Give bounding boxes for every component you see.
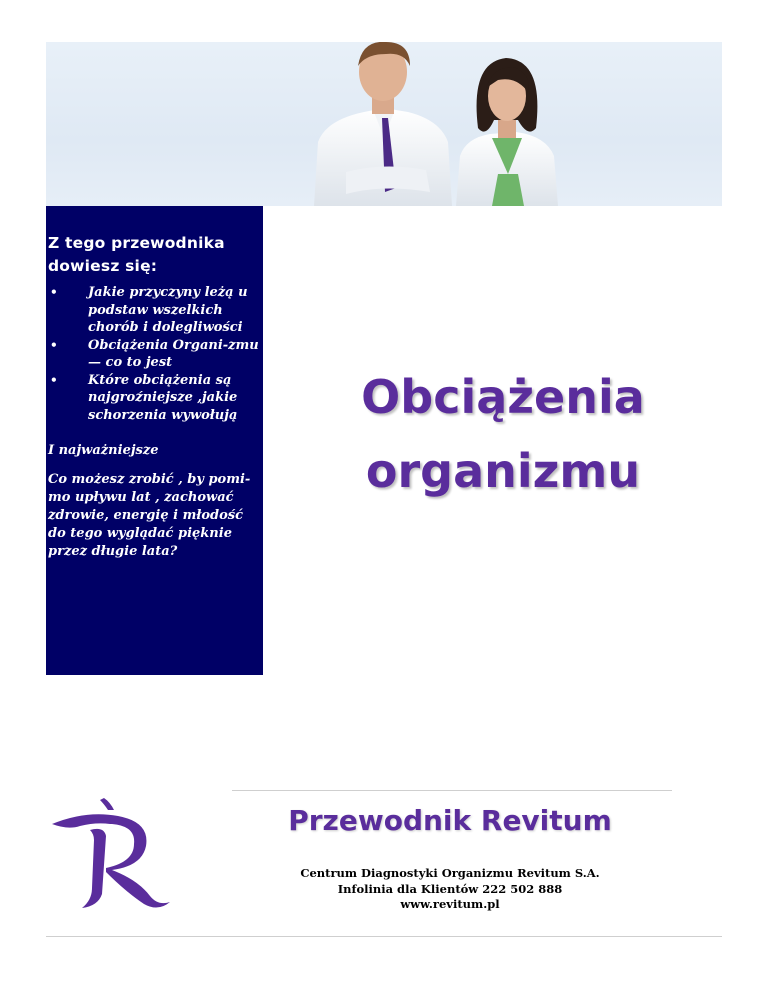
footer-divider <box>232 790 672 791</box>
title-line-1: Obciążenia <box>361 370 645 424</box>
bullet-icon: • <box>50 285 58 299</box>
hotline: Infolinia dla Klientów 222 502 888 <box>337 881 563 896</box>
bullet-icon: • <box>50 337 58 352</box>
summary-subheading: I najważniejsze <box>48 443 159 458</box>
summary-bullet: • Które obciążenia są najgroźniejsze ,jakie schorzenia wywołują <box>50 372 238 423</box>
doctor-man <box>314 42 452 206</box>
bottom-divider <box>46 936 722 937</box>
document-title <box>318 360 688 508</box>
doctor-woman <box>456 58 558 206</box>
summary-bullet-list <box>48 284 259 424</box>
company-info <box>240 866 660 913</box>
guide-summary-panel <box>46 206 263 675</box>
summary-bullet: • Obciążenia Organi-zmu— co to jest <box>50 337 259 370</box>
hero-photo <box>46 42 722 206</box>
revitum-logo <box>46 796 176 912</box>
title-line-2: organizmu <box>365 444 641 498</box>
summary-heading: Z tego przewodnika dowiesz się: <box>48 234 225 275</box>
revitum-r-logo-icon <box>46 796 176 912</box>
company-name: Centrum Diagnostyki Organizmu Revitum S.A. <box>300 866 600 880</box>
summary-paragraph: Co możesz zrobić , by pomi-mo upływu lat , zachować zdrowie, energię i młodość do tego wyglądać pięknie przez długie lata? <box>48 471 251 559</box>
doctors-illustration <box>46 42 722 206</box>
summary-bullet: • Jakie przyczyny leżą u podstaw wszelkich chorób i dolegliwości <box>50 285 248 335</box>
bullet-icon: • <box>50 372 58 387</box>
guide-title: Przewodnik Revitum <box>288 804 612 837</box>
website-url: www.revitum.pl <box>400 897 500 911</box>
